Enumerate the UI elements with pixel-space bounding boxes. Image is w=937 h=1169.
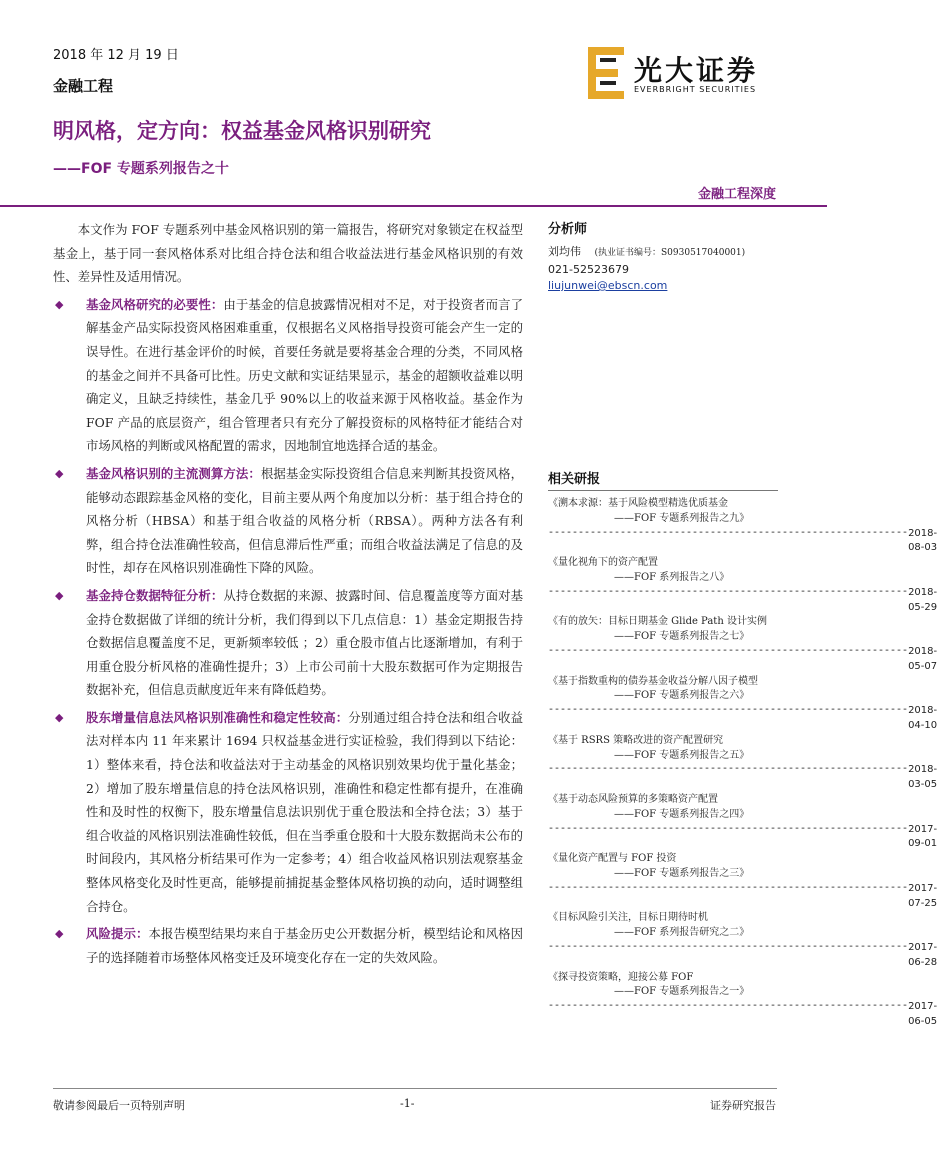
report-title: 明风格，定方向：权益基金风格识别研究 — [53, 119, 431, 143]
report-list — [548, 497, 937, 1030]
diamond-bullet-icon: ◆ — [55, 297, 64, 311]
intro-paragraph: 本文作为 FOF 专题系列中基金风格识别的第一篇报告，将研究对象锁定在权益型基金上，基于同一套风格体系对比组合持仓法和组合收益法进行基金风格识别的有效性、差异性及适用情况。 — [53, 222, 523, 285]
related-reports — [548, 468, 937, 1030]
related-heading: 相关研报 — [548, 468, 778, 491]
report-item[interactable]: 《目标风险引关注，目标日期待时机 ——FOF 系列报告研究之二》 ------------------------------------------------------------ 2017-06-28 — [548, 912, 937, 968]
report-item[interactable]: 《探寻投资策略，迎接公募 FOF ——FOF 专题系列报告之一》 ------------------------------------------------------------ 2017-06-05 — [548, 971, 937, 1027]
page-number: -1- — [400, 1097, 415, 1110]
bullet-keyword: 股东增量信息法风格识别准确性和稳定性较高： — [86, 709, 349, 725]
diamond-bullet-icon: ◆ — [55, 927, 64, 941]
analyst-heading: 分析师 — [548, 222, 588, 237]
bullet-text: 根据基金实际投资组合信息来判断其投资风格，能够动态跟踪基金风格的变化，目前主要从两个角度加以分析：基于组合持仓的风格分析（HBSA）和基于组合收益的风格分析（RBSA）。两种方法各有利弊，组合持仓法准确性较高，但信息滞后性严重；而组合收益法满足了信息的及时性，却存在风格识别准确性下降的风险。 — [86, 465, 524, 576]
report-item[interactable]: 《基于动态风险预算的多策略资产配置 ——FOF 专题系列报告之四》 ------------------------------------------------------------ 2017-09-01 — [548, 793, 937, 850]
bullet-necessity — [53, 293, 523, 458]
main-content — [53, 218, 523, 969]
report-category-tag: 金融工程深度 — [697, 187, 776, 202]
diamond-bullet-icon: ◆ — [55, 466, 64, 480]
report-subtitle: ——FOF 专题系列报告之十 — [53, 161, 229, 177]
bullet-text: 分别通过组合持仓法和组合收益法对样本内 11 年来累计 1694 只权益基金进行实证检验，我们得到以下结论：1）整体来看，持仓法和收益法对于主动基金的风格识别效果均优于量化基金；2）增加了股东增量信息的持仓法风格识别，准确性和稳定性都有提升，在准确性和及时性的权衡下，股东增量信息法识别优于重仓股法和全持仓法；3）基于组合收益的风格识别法准确性较低，但在当季重仓股和十大股东数据尚未公布的时间段内，其风格分析结果可作为一定参考；4）组合收益风格识别法观察基金整体风格变化及时性更高，能够提前捕捉基金整体风格切换的动向，适时调整组合持仓。 — [86, 709, 524, 914]
everbright-logo-icon — [588, 47, 626, 99]
footer-disclaimer: 敬请参阅最后一页特别声明 — [53, 1099, 185, 1112]
diamond-bullet-icon: ◆ — [55, 588, 64, 602]
diamond-bullet-icon: ◆ — [55, 710, 64, 724]
report-item[interactable]: 《基于 RSRS 策略改进的资产配置研究 ——FOF 专题系列报告之五》 ------------------------------------------------------------ 2018-03-05 — [548, 734, 937, 791]
analyst-info — [548, 243, 778, 259]
company-logo — [588, 47, 778, 103]
report-item[interactable]: 《溯本求源：基于风险模型精选优质基金 ——FOF 专题系列报告之九》 ------------------------------------------------------------ 2018-08-03 — [548, 498, 937, 554]
analyst-phone: 021-52523679 — [548, 263, 629, 276]
bullet-text: 从持仓数据的来源、披露时间、信息覆盖度等方面对基金持仓数据做了详细的统计分析，我们得到以下几点信息：1）基金定期报告持仓数据信息覆盖度不足，更新频率较低 ；2）重仓股市值占比逐渐增加，有利于用重仓股分析风格的准确性提升；3）上市公司前十大股东数据可作为定期报告数据补充，但信息贡献度近年来有降低趋势。 — [86, 587, 524, 698]
report-item[interactable]: 《量化资产配置与 FOF 投资 ——FOF 专题系列报告之三》 ------------------------------------------------------------ 2017-07-25 — [548, 853, 937, 909]
header-divider — [0, 205, 827, 207]
analyst-email[interactable]: liujunwei@ebscn.com — [548, 279, 668, 292]
report-item[interactable]: 《基于指数重构的债券基金收益分解八因子模型 ——FOF 专题系列报告之六》 ------------------------------------------------------------ 2018-04-10 — [548, 675, 937, 731]
footer-divider — [53, 1088, 777, 1089]
bullet-keyword: 基金风格研究的必要性： — [86, 296, 224, 312]
logo-english-name: EVERBRIGHT SECURITIES — [634, 85, 757, 94]
footer-report-type: 证券研究报告 — [710, 1099, 776, 1112]
bullet-methods — [53, 462, 523, 580]
bullet-conclusions — [53, 706, 523, 918]
analyst-name: 刘均伟 — [548, 245, 581, 258]
bullet-risk-warning — [53, 922, 523, 969]
report-item[interactable]: 《量化视角下的资产配置 ——FOF 系列报告之八》 ------------------------------------------------------------ 2018-05-29 — [548, 557, 937, 613]
department-label: 金融工程 — [53, 77, 114, 95]
bullet-keyword: 风险提示： — [86, 926, 149, 942]
report-date: 2018 年 12 月 19 日 — [53, 48, 179, 63]
bullet-text: 本报告模型结果均来自于基金历史公开数据分析，模型结论和风格因子的选择随着市场整体风格变迁及环境变化存在一定的失效风险。 — [86, 926, 524, 965]
logo-chinese-name: 光大证券 — [634, 54, 759, 87]
analyst-cert: (执业证书编号：S0930517040001) — [594, 248, 746, 258]
bullet-keyword: 基金持仓数据特征分析： — [86, 587, 224, 603]
bullet-holdings-analysis — [53, 584, 523, 702]
bullet-keyword: 基金风格识别的主流测算方法： — [86, 465, 261, 481]
bullet-text: 由于基金的信息披露情况相对不足，对于投资者而言了解基金产品实际投资风格困难重重，仅根据名义风格指导投资可能会产生一定的误导性。在进行基金评价的时候，首要任务就是要将基金合理的分类，不同风格的基金之间并不具备可比性。历史文献和实证结果显示，基金的超额收益难以明确定义，且缺乏持续性，基金几乎 90%以上的收益来源于风格收益。基金作为 FOF 产品的底层资产，组合管理者只有充分了解投资标的风格特征才能结合对市场风格的判断或风格配置的需求，因地制宜地选择合适的基金。 — [86, 296, 524, 454]
report-item[interactable]: 《有的放矢：目标日期基金 Glide Path 设计实例 ——FOF 专题系列报告之七》 ------------------------------------------------------------ 2018-05-07 — [548, 616, 937, 672]
sidebar — [548, 218, 937, 1030]
